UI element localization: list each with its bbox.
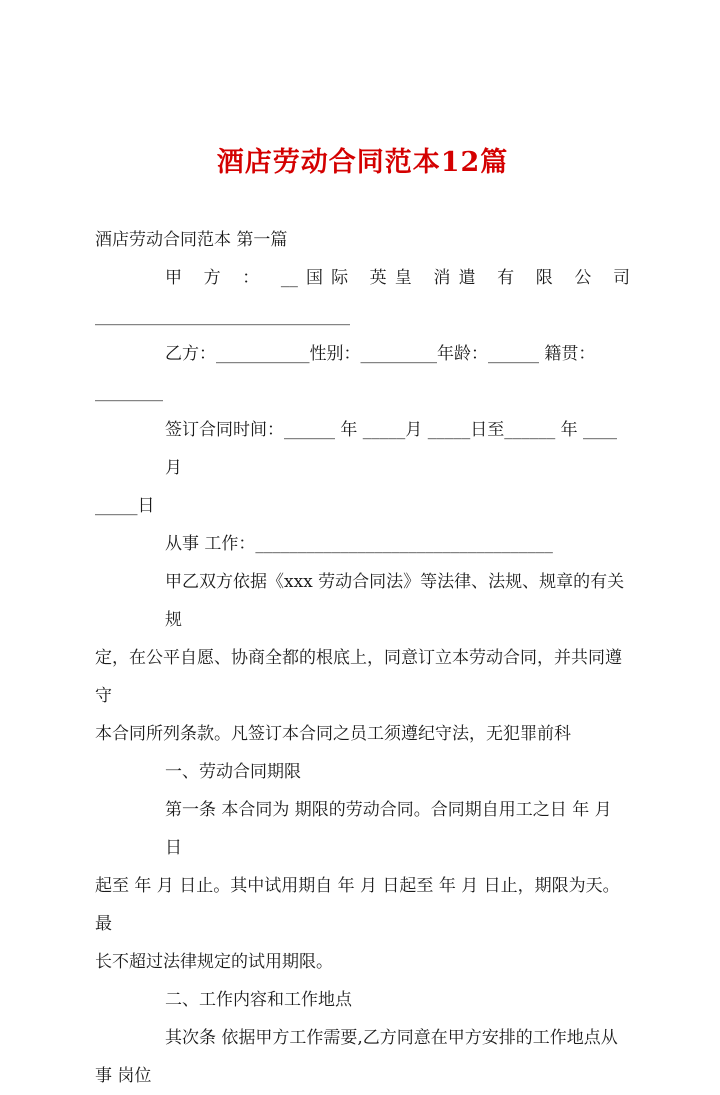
- paragraph: 本合同所列条款。凡签订本合同之员工须遵纪守法，无犯罪前科: [95, 724, 571, 744]
- paragraph: 甲乙双方依据《xxx 劳动合同法》等法律、法规、规章的有关规: [165, 572, 625, 630]
- paragraph: 事 岗位: [95, 1066, 152, 1086]
- blank-underline: ________: [95, 382, 163, 402]
- section-heading: 二、工作内容和工作地点: [165, 990, 352, 1010]
- paragraph: 其次条 依据甲方工作需要,乙方同意在甲方安排的工作地点从: [165, 1028, 618, 1048]
- paragraph: 乙方：___________性别：_________年龄：______ 籍贯：: [165, 344, 596, 364]
- paragraph: 第一条 本合同为 期限的劳动合同。合同期自用工之日 年 月 日: [165, 800, 612, 858]
- paragraph: 甲 方 ： __国际 英皇 消遣 有 限 公 司: [165, 268, 630, 288]
- document-title: 酒店劳动合同范本12篇: [216, 147, 509, 178]
- document-body: [95, 221, 630, 1095]
- blank-underline: _____日: [95, 496, 155, 516]
- blank-underline: ______________________________: [95, 306, 350, 326]
- section-heading: 一、劳动合同期限: [165, 762, 301, 782]
- paragraph: 长不超过法律规定的试用期限。: [95, 952, 333, 972]
- paragraph: 从事 工作：___________________________________: [165, 534, 553, 554]
- paragraph: 酒店劳动合同范本 第一篇: [95, 230, 288, 250]
- paragraph: 定，在公平自愿、协商全都的根底上，同意订立本劳动合同，并共同遵守: [95, 648, 622, 706]
- paragraph: 起至 年 月 日止。其中试用期自 年 月 日起至 年 月 日止，期限为天。最: [95, 876, 620, 934]
- paragraph: 签订合同时间：______ 年 _____月 _____日至______ 年 ____月: [165, 420, 618, 478]
